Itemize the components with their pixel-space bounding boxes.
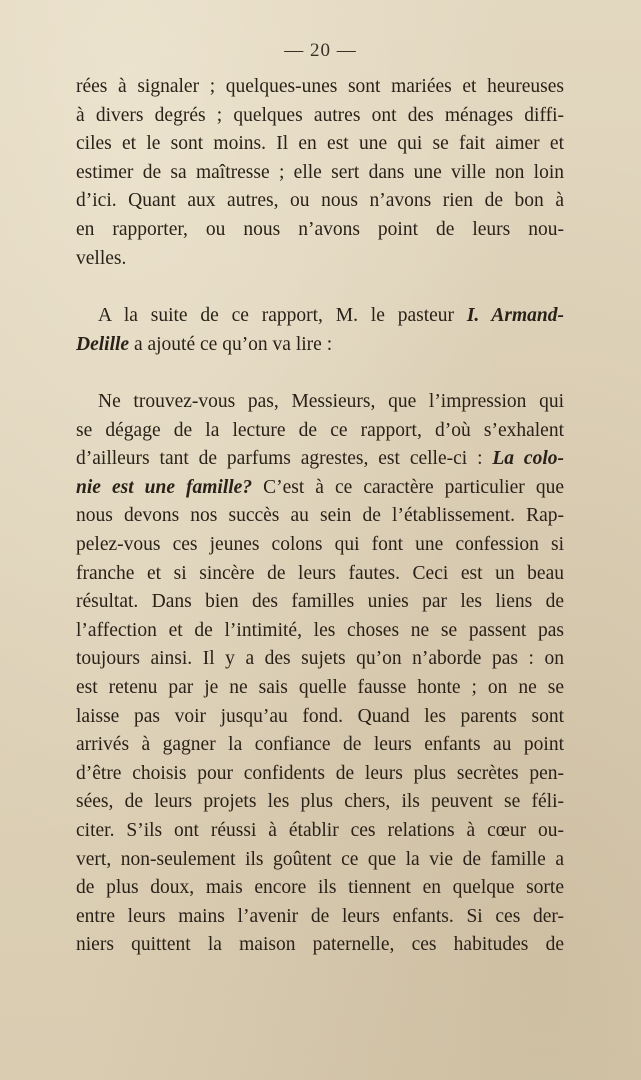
text-line: franche et si sincère de leurs fautes. Ceci est un beau — [76, 562, 564, 584]
text-line: Ne trouvez-vous pas, Messieurs, que l’impression qui — [98, 391, 564, 412]
text-line: de plus doux, mais encore ils tiennent en quelque sorte — [76, 877, 564, 899]
text-line: estimer de sa maîtresse ; elle sert dans une ville non loin — [76, 161, 564, 183]
text-run: A la suite de ce rapport, M. le pasteur — [98, 305, 467, 326]
text-line: d’être choisis pour confidents de leurs plus secrètes pen- — [76, 762, 564, 784]
text-line: entre leurs mains l’avenir de leurs enfants. Si ces der- — [76, 905, 564, 927]
text-line — [76, 302, 564, 331]
text-line: est retenu par je ne sais quelle fausse honte ; on ne se — [76, 676, 564, 698]
italic-phrase-part-2: nie est une famille? — [76, 476, 253, 498]
text-line: laisse pas voir jusqu’au fond. Quand les parents sont — [76, 705, 564, 727]
text-line: velles. — [76, 247, 127, 269]
text-run: a ajouté ce qu’on va lire : — [129, 333, 333, 355]
italic-phrase-part-1: La colo- — [492, 448, 564, 470]
text-line: rées à signaler ; quelques-unes sont mariées et heureuses — [76, 76, 564, 97]
text-line: résultat. Dans bien des familles unies par les liens de — [76, 591, 564, 613]
text-line: d’ici. Quant aux autres, ou nous n’avons rien de bon à — [76, 190, 564, 212]
text-line: se dégage de la lecture de ce rapport, d’où s’exhalent — [76, 419, 564, 441]
text-line: vert, non-seulement ils goûtent ce que la vie de famille a — [76, 848, 564, 870]
paragraph-3 — [76, 388, 564, 960]
text-line — [76, 445, 564, 474]
text-line: pelez-vous ces jeunes colons qui font une confession si — [76, 533, 564, 555]
text-line: ciles et le sont moins. Il en est une qui se fait aimer et — [76, 133, 564, 155]
text-line: nous devons nos succès au sein de l’établissement. Rap- — [76, 505, 564, 527]
text-line: sées, de leurs projets les plus chers, ils peuvent se féli- — [76, 791, 564, 813]
pastor-name-part-1: I. Armand- — [466, 305, 564, 326]
text-line: à divers degrés ; quelques autres ont des ménages diffi- — [76, 104, 564, 126]
text-line — [76, 331, 564, 360]
text-line: citer. S’ils ont réussi à établir ces relations à cœur ou- — [76, 819, 564, 841]
text-line — [76, 474, 564, 503]
text-line: toujours ainsi. Il y a des sujets qu’on n’aborde pas : on — [76, 648, 564, 670]
text-run: d’ailleurs tant de parfums agrestes, est celle-ci : — [76, 448, 493, 470]
pastor-name-part-2: Delille — [76, 333, 130, 355]
text-line: en rapporter, ou nous n’avons point de leurs nou- — [76, 218, 564, 240]
paragraph-2 — [76, 302, 564, 359]
page-number: — 20 — — [284, 40, 357, 61]
text-line: niers quittent la maison paternelle, ces habitudes de — [76, 934, 564, 956]
text-run: C’est à ce caractère particulier que — [252, 476, 564, 498]
text-line: arrivés à gagner la confiance de leurs enfants au point — [76, 734, 564, 756]
text-line: l’affection et de l’intimité, les choses ne se passent pas — [76, 619, 564, 641]
paragraph-1 — [76, 73, 564, 273]
